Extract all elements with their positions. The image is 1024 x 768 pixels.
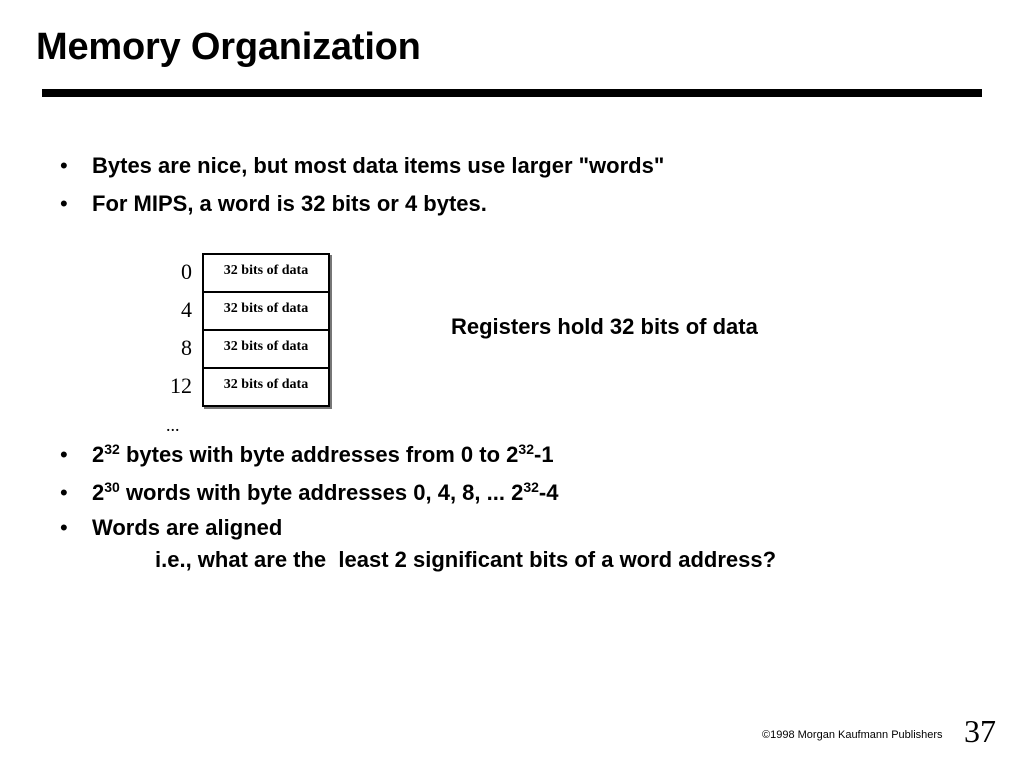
memory-diagram — [202, 253, 330, 407]
bullet-item — [60, 153, 664, 179]
bullet-text: Words are aligned — [92, 515, 283, 540]
bullet-marker: • — [60, 191, 68, 216]
bullet-item — [60, 442, 554, 468]
bullet-subtext: i.e., what are the least 2 significant bits of a word address? — [155, 547, 777, 572]
bullet-text: -1 — [534, 442, 554, 467]
memory-address: 4 — [181, 297, 192, 322]
bullet-text: bytes with byte addresses from 0 to — [119, 442, 507, 467]
bullet-text: For MIPS, a word is 32 bits or 4 bytes. — [92, 191, 487, 216]
memory-cell: 32 bits of data — [223, 377, 309, 392]
power-base: 2 — [92, 442, 105, 467]
bullet-marker: • — [60, 480, 68, 505]
bullet-marker: • — [60, 153, 68, 178]
bullet-text: -4 — [538, 480, 559, 505]
memory-address: 0 — [181, 259, 192, 284]
bullet-marker: • — [60, 515, 68, 540]
power-exponent: 32 — [104, 441, 120, 457]
power-base: 2 — [506, 442, 519, 467]
power-exponent: 32 — [523, 479, 539, 495]
power-exponent: 32 — [518, 441, 534, 457]
bullet-item — [60, 515, 282, 541]
bullet-text: words with byte addresses 0, 4, 8, ... — [119, 480, 512, 505]
bullet-marker: • — [60, 442, 68, 467]
copyright-text: 1998 Morgan Kaufmann Publishers — [770, 729, 943, 741]
power-base: 2 — [511, 480, 524, 505]
copyright-notice — [762, 729, 943, 741]
registers-note: Registers hold 32 bits of data — [451, 314, 758, 339]
bullet-item — [60, 480, 558, 506]
memory-cell: 32 bits of data — [223, 339, 309, 354]
bullet-text: Bytes are nice, but most data items use larger "words" — [92, 153, 665, 178]
slide-title: Memory Organization — [36, 26, 421, 68]
memory-cell: 32 bits of data — [223, 301, 309, 316]
memory-address: 12 — [170, 373, 192, 398]
power-base: 2 — [92, 480, 105, 505]
memory-cell: 32 bits of data — [223, 263, 309, 278]
title-rule — [42, 89, 982, 97]
copyright-symbol: © — [762, 729, 771, 741]
memory-ellipsis: ... — [166, 415, 180, 435]
power-exponent: 30 — [104, 479, 120, 495]
memory-address: 8 — [181, 335, 192, 360]
bullet-item — [60, 191, 487, 217]
page-number: 37 — [964, 713, 996, 749]
